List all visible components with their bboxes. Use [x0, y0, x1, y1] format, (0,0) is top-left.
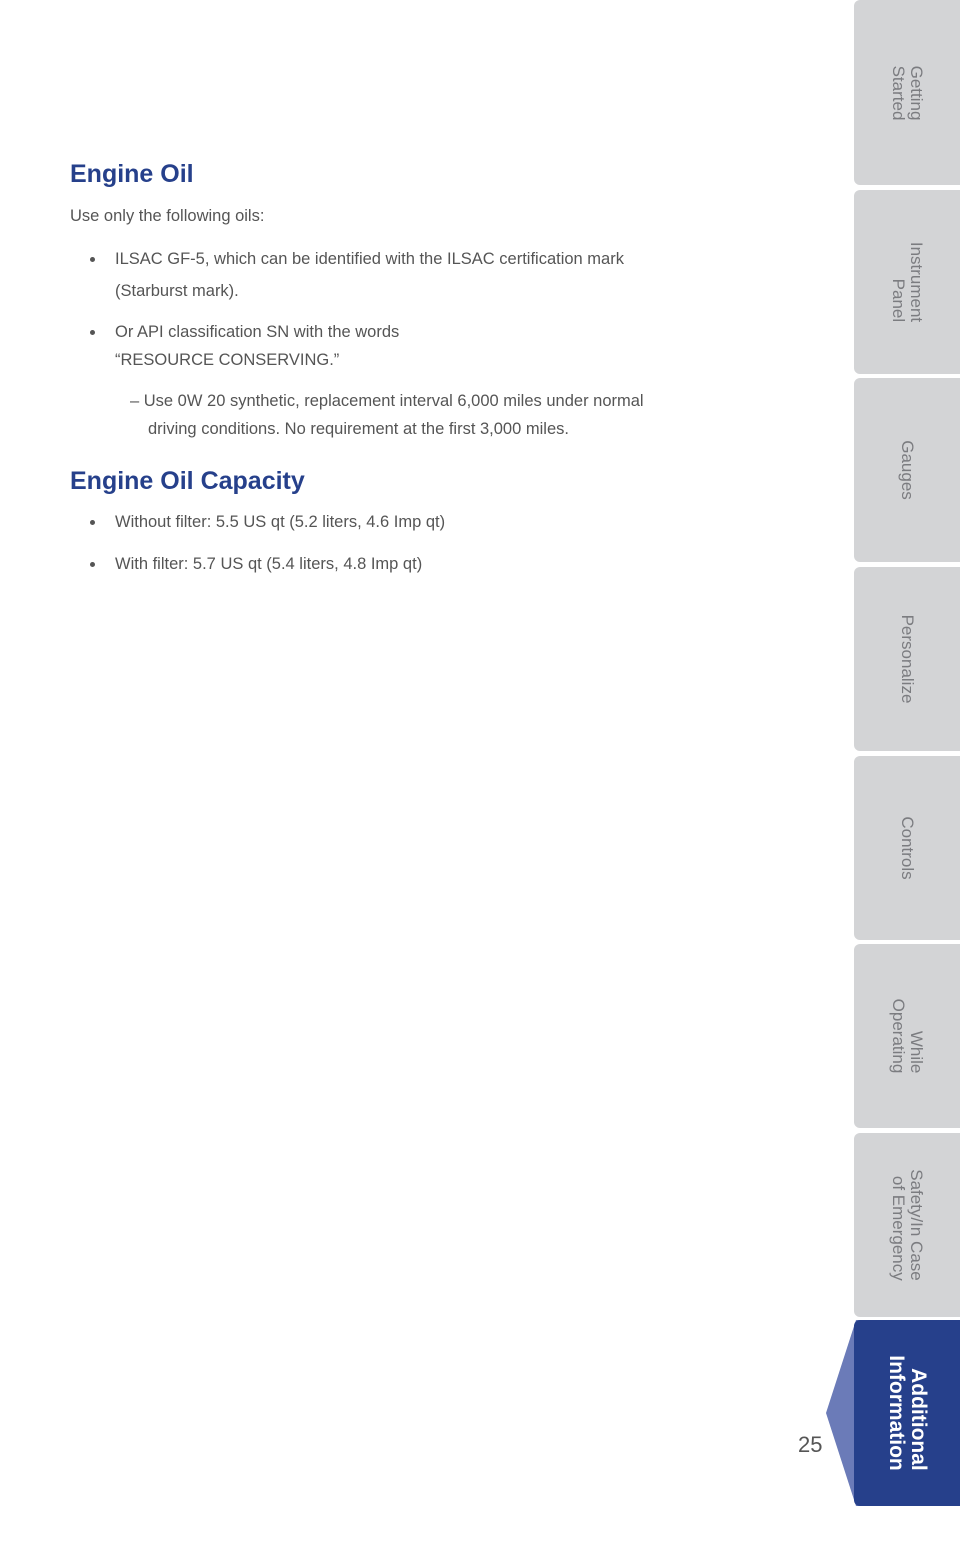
tab-label: While Operating	[889, 998, 926, 1074]
bullet-icon	[90, 520, 95, 525]
bullet-text: Without filter: 5.5 US qt (5.2 liters, 4.6 Imp qt)	[115, 513, 446, 531]
bullet-text: With filter: 5.7 US qt (5.4 liters, 4.8 Imp qt)	[115, 555, 423, 573]
bullet-continuation: “RESOURCE CONSERVING.”	[115, 351, 340, 369]
engine-oil-heading: Engine Oil	[70, 160, 194, 188]
sub-item-continuation: driving conditions. No requirement at the first 3,000 miles.	[148, 420, 569, 438]
tab-instrument-panel[interactable]	[854, 190, 960, 374]
tab-label: Controls	[898, 816, 917, 880]
tab-while-operating[interactable]	[854, 944, 960, 1128]
engine-oil-intro: Use only the following oils:	[70, 207, 265, 225]
bullet-icon	[90, 330, 95, 335]
bullet-icon	[90, 562, 95, 567]
bullet-text: Or API classification SN with the words	[115, 323, 400, 341]
page-number: 25	[798, 1432, 823, 1457]
tab-label: Gauges	[898, 440, 917, 500]
tab-label: Getting Started	[889, 65, 926, 120]
tab-safety-emergency[interactable]	[854, 1133, 960, 1317]
bullet-text: ILSAC GF-5, which can be identified with the ILSAC certification mark	[115, 250, 624, 268]
tab-getting-started[interactable]	[854, 0, 960, 185]
tab-label: Safety/In Case of Emergency	[889, 1169, 926, 1281]
engine-oil-capacity-heading: Engine Oil Capacity	[70, 467, 305, 495]
tab-controls[interactable]	[854, 756, 960, 940]
tab-label: Personalize	[898, 614, 917, 704]
tab-label: Additional Information	[885, 1355, 930, 1471]
tab-label: Instrument Panel	[889, 241, 926, 323]
tab-additional-information[interactable]	[854, 1320, 960, 1506]
bullet-icon	[90, 257, 95, 262]
tab-personalize[interactable]	[854, 567, 960, 751]
tab-gauges[interactable]	[854, 378, 960, 562]
bullet-continuation: (Starburst mark).	[115, 282, 239, 300]
sub-item: – Use 0W 20 synthetic, replacement interval 6,000 miles under normal	[130, 392, 644, 410]
